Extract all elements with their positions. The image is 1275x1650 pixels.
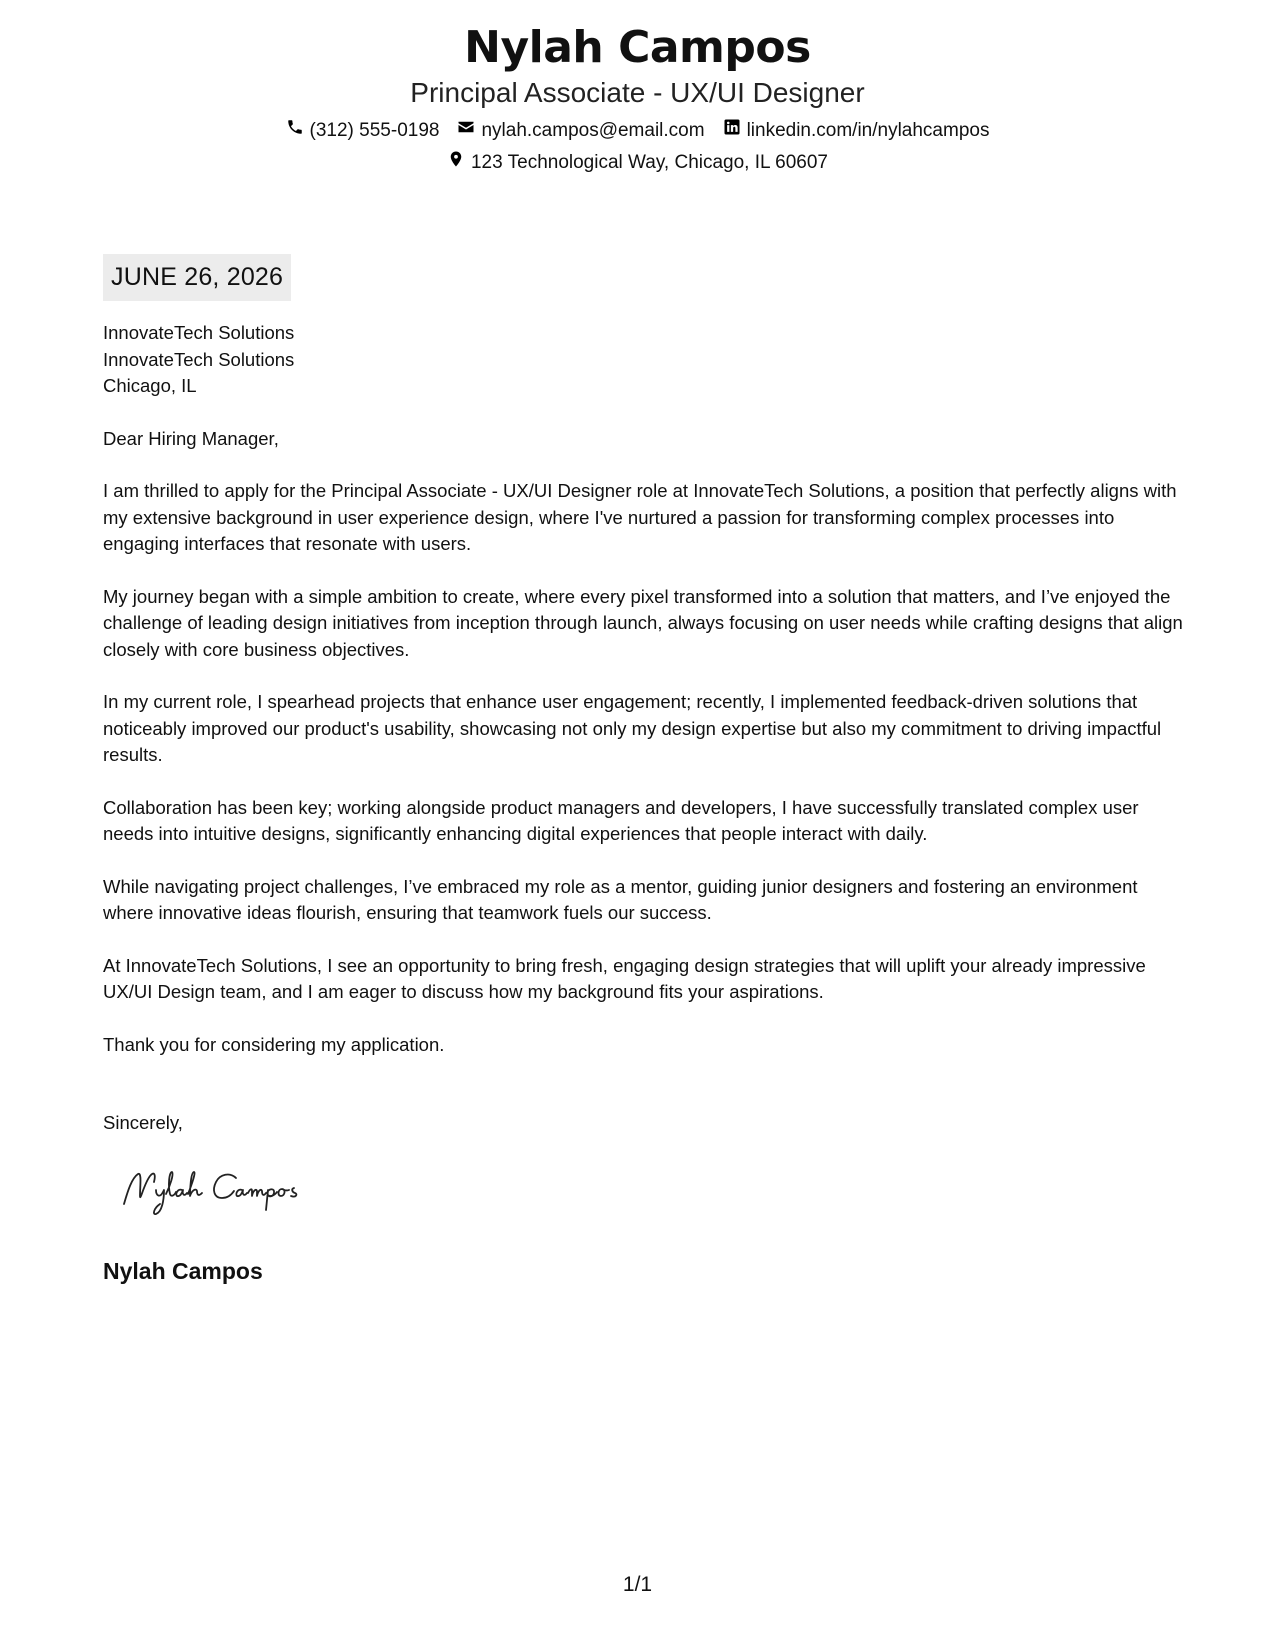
body-paragraph: In my current role, I spearhead projects that enhance user engagement; recently, I implemented feedback-driven solutions that noticeably improved our product's usability, showcasing not only my design expertise but also my commitment to driving impactful results. <box>103 691 1162 765</box>
map-pin-icon <box>447 150 465 176</box>
envelope-icon <box>457 118 475 144</box>
email-address[interactable]: nylah.campos@email.com <box>481 120 705 141</box>
phone-contact <box>286 118 440 144</box>
street-address: 123 Technological Way, Chicago, IL 60607 <box>470 152 828 173</box>
salutation: Dear Hiring Manager, <box>103 427 279 449</box>
letter-body <box>103 320 1183 1137</box>
phone-number: (312) 555-0198 <box>309 120 440 141</box>
linkedin-icon <box>723 118 741 144</box>
recipient-block <box>103 320 1183 400</box>
closing: Sincerely, <box>103 1112 183 1133</box>
job-title: Principal Associate - UX/UI Designer <box>410 77 865 108</box>
recipient-line: InnovateTech Solutions <box>103 322 295 343</box>
signer-name: Nylah Campos <box>103 1258 263 1284</box>
address-row <box>0 150 1275 176</box>
email-contact[interactable] <box>457 118 704 144</box>
body-paragraph: Thank you for considering my application. <box>103 1033 445 1055</box>
letter-date: JUNE 26, 2026 <box>103 254 291 301</box>
recipient-line: InnovateTech Solutions <box>103 348 295 370</box>
address-contact <box>447 150 828 176</box>
body-paragraph: While navigating project challenges, I’ve embraced my role as a mentor, guiding junior designers and fostering an environment where innovative ideas flourish, ensuring that teamwork fuels our success. <box>103 875 1138 923</box>
linkedin-contact[interactable] <box>723 118 990 144</box>
body-paragraph: Collaboration has been key; working alongside product managers and developers, I have successfully translated complex user needs into intuitive designs, significantly enhancing digital experiences that people interact with daily. <box>103 796 1139 844</box>
body-paragraph: At InnovateTech Solutions, I see an opportunity to bring fresh, engaging design strategies that will uplift your already impressive UX/UI Design team, and I am eager to discuss how my background fits your aspirations. <box>103 954 1146 1002</box>
body-paragraph: My journey began with a simple ambition to create, where every pixel transformed into a solution that matters, and I’ve enjoyed the challenge of leading design initiatives from inception through launch, always focusing on user needs while crafting designs that align closely with core business objectives. <box>103 585 1183 660</box>
body-paragraph: I am thrilled to apply for the Principal Associate - UX/UI Designer role at InnovateTech Solutions, a position that perfectly aligns with my extensive background in user experience design, where I've nurtured a passion for transforming complex processes into engaging interfaces that resonate with users. <box>103 480 1177 554</box>
contact-row <box>0 118 1275 144</box>
page-number: 1/1 <box>622 1573 653 1596</box>
phone-icon <box>286 118 304 144</box>
letter-header <box>0 22 1275 176</box>
applicant-name: Nylah Campos <box>464 22 811 73</box>
handwritten-signature <box>118 1160 358 1220</box>
recipient-line: Chicago, IL <box>103 375 197 396</box>
linkedin-url[interactable]: linkedin.com/in/nylahcampos <box>746 120 990 141</box>
